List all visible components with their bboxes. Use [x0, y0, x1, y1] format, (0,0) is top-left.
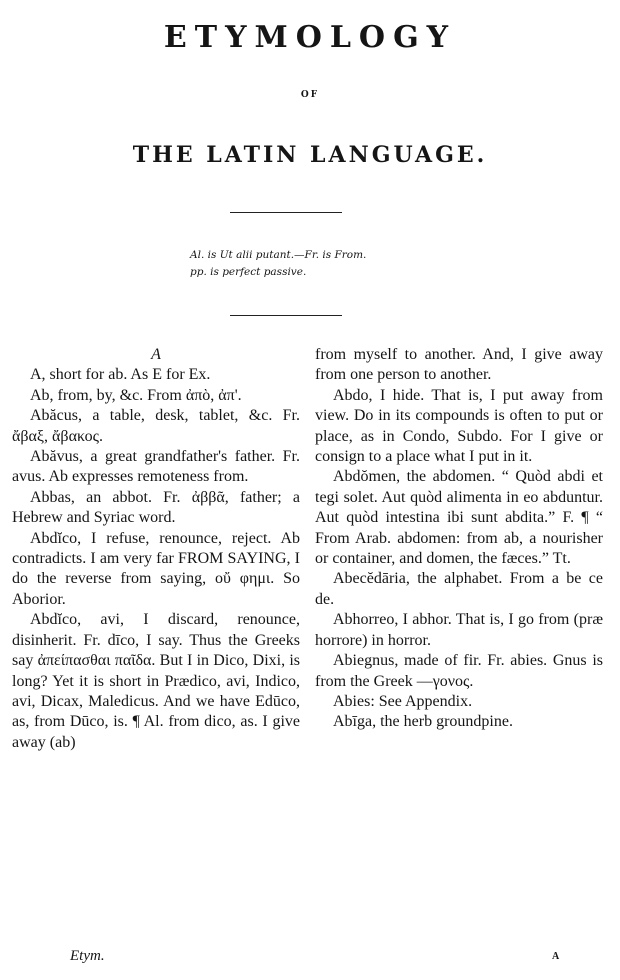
dictionary-entry: Abbas, an abbot. Fr. ἀββᾶ, father; a Hebrew and Syriac word. [12, 488, 300, 527]
catchword: Etym. [70, 948, 105, 964]
abbreviation-line: Al. is Ut alii putant.—Fr. is From. [190, 249, 367, 261]
abbreviation-line: pp. is perfect passive. [190, 266, 307, 278]
dictionary-entry: Abies: See Appendix. [333, 692, 473, 710]
dictionary-entry: Abăvus, a great grandfather's father. Fr. avus. Ab expresses remoteness from. [12, 448, 300, 486]
signature-mark: A [552, 951, 560, 962]
dictionary-entry: Abdo, I hide. That is, I put away from view. Do in its compounds is often to put or place, as in Condo, Subdo. For I give or consign to a place what I put in it. [315, 386, 603, 466]
left-column [12, 345, 300, 753]
dictionary-entry: Abīga, the herb groundpine. [333, 713, 513, 731]
divider-rule-bottom [230, 315, 342, 316]
right-column [315, 345, 603, 733]
dictionary-entry: Ab, from, by, &c. From ἀπὸ, ἀπ'. [30, 386, 242, 404]
dictionary-entry: Abăcus, a table, desk, tablet, &c. Fr. ἄβαξ, ἄβακος. [12, 407, 300, 445]
dictionary-entry: Abecĕdāria, the alphabet. From a be ce de. [315, 570, 603, 608]
dictionary-entry: Abhorreo, I abhor. That is, I go from (præ horrore) in horror. [315, 611, 603, 649]
page-subtitle: THE LATIN LANGUAGE. [132, 142, 488, 168]
section-heading: A [151, 346, 161, 363]
entry-continuation: from myself to another. And, I give away from one person to another. [315, 346, 603, 384]
title-connector: OF [300, 90, 320, 100]
dictionary-entry: Abdĭco, I refuse, renounce, reject. Ab contradicts. I am very far FROM SAYING, I do the reverse from saying, οὔ φημι. So Aborior. [12, 529, 300, 608]
dictionary-entry: Abdŏmen, the abdomen. “ Quòd abdi et tegi solet. Aut quòd alimenta in eo abduntur. Aut quòd intestina ibi sunt abdita.” F. ¶ “ From Arab. abdomen: from ab, a nourisher or container, and domen, the fæces.” Tt. [315, 468, 603, 568]
dictionary-entry: Abdĭco, avi, I discard, renounce, disinherit. Fr. dīco, I say. Thus the Greeks say ἀπείπασθαι παῖδα. But I in Dico, Dixi, is long? Yet it is short in Prædico, avi, Indico, avi, Dicax, Maledicus. And we have Edūco, as, from Dūco, is. ¶ Al. from dico, as. I give away (ab) [12, 611, 300, 751]
dictionary-entry: Abiegnus, made of fir. Fr. abies. Gnus is from the Greek —γονος. [315, 652, 603, 690]
dictionary-entry: A, short for ab. As E for Ex. [30, 366, 211, 384]
page-title: ETYMOLOGY [163, 20, 457, 55]
divider-rule-top [230, 212, 342, 213]
abbreviations-note [190, 247, 450, 281]
